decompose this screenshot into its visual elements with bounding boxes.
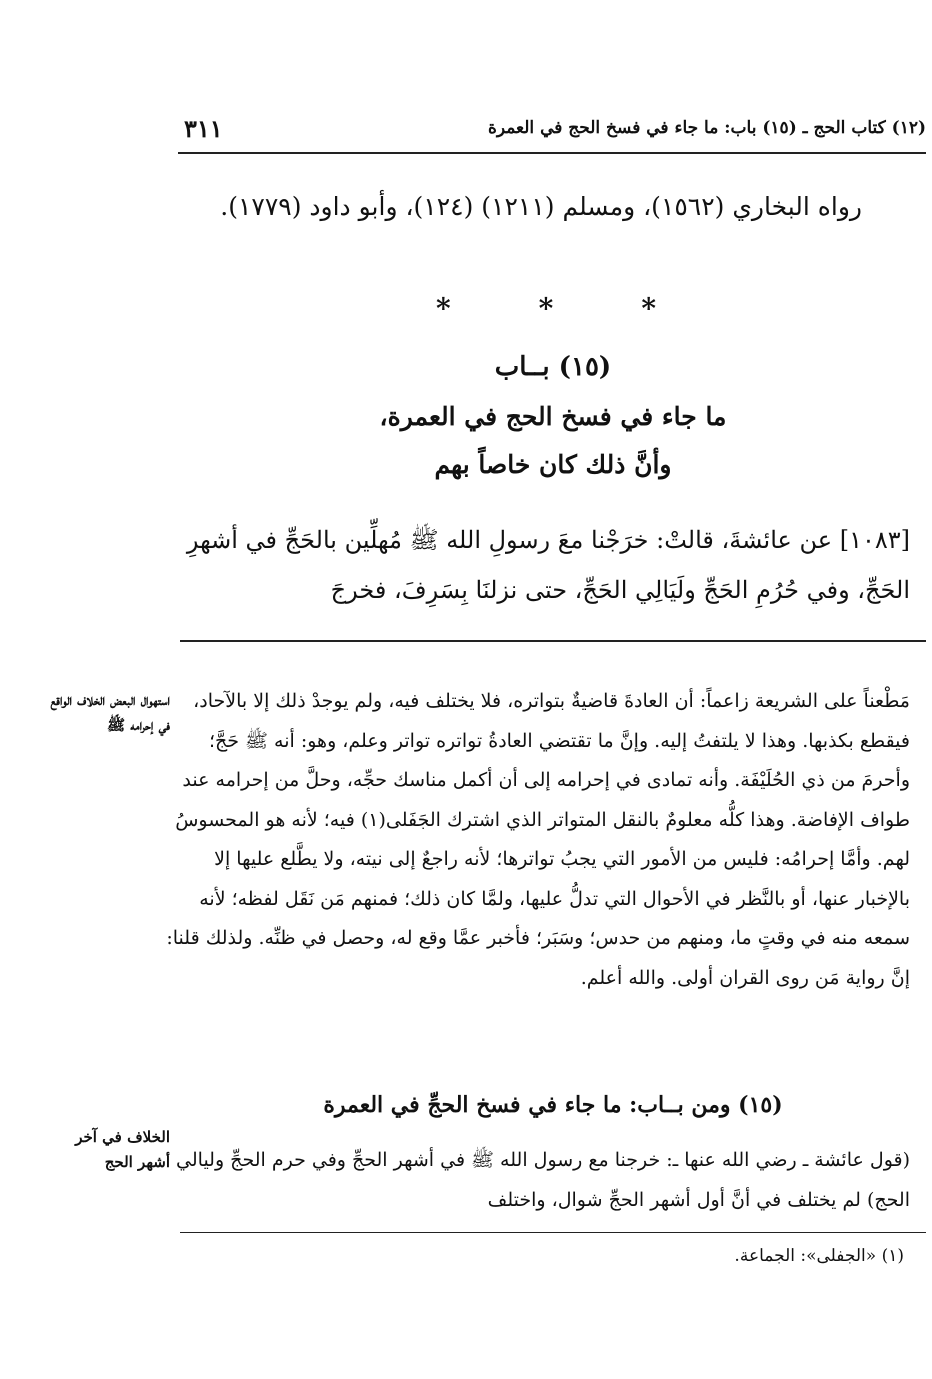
page-header — [178, 112, 926, 154]
commentary-text-2: (قول عائشة ـ رضي الله عنها ـ: خرجنا مع رسول الله ﷺ في أشهر الحجِّ وفي حرم الحجِّ وليالي الحج) لم يختلف في أنَّ أول أشهر الحجِّ شوال، واختلف — [176, 1149, 910, 1211]
commentary-subheading: (١٥) ومن بــاب: ما جاء في فسخ الحجِّ في العمرة — [323, 1092, 783, 1118]
running-title: (١٢) كتاب الحج ـ (١٥) باب: ما جاء في فسخ الحج في العمرة — [487, 118, 926, 138]
intro-paragraph: رواه البخاري (١٥٦٢)، ومسلم (١٢١١) (١٢٤)، وأبو داود (١٧٧٩). — [220, 192, 862, 221]
commentary-text: مَطْعناً على الشريعة زاعماً: أن العادةَ قاضيةٌ بتواتره، فلا يختلف فيه، ولم يوجدْ ذلك إلا بالآحاد، فيقطع بكذبها. وهذا لا يلتفتُ إليه. وإنَّ ما تقتضي العادةُ تواتره تواتر وعلم، وهو: أنه ﷺ حَجَّ؛ وأحرمَ من ذي الحُلَيْفَة. وأنه تمادى في إحرامه إلى أن أكمل مناسك حجِّه، وحلَّ من إحرامه عند طواف الإفاضة. وهذا كلُّه معلومٌ بالنقل المتواتر الذي اشترك الجَفَلى(١) فيه؛ لأنه هو المحسوسُ لهم. وأمَّا إحرامُه: فليس من الأمور التي يجبُ تواترها؛ لأنه راجعٌ إلى نيته، ولا يطَّلع عليها إلا بالإخبار عنها، أو بالنَّظر في الأحوال التي تدلُّ عليها، ولمَّا كان ذلك؛ فمنهم مَن نَقَل لفظه؛ لأنه سمعه منه في وقتٍ ما، ومنهم من حدس؛ وسَبَر؛ فأخبر عمَّا وقع له، وحصل في ظنِّه. ولذلك قلنا: إنَّ رواية مَن روى القران أولى. والله أعلم. — [166, 690, 910, 989]
footnote: (١) «الجفلى»: الجماعة. — [734, 1246, 904, 1266]
hadith-text: [١٠٨٣] عن عائشةَ، قالتْ: خرَجْنا معَ رسولِ الله ﷺ مُهلِّين بالحَجِّ في أشهرِ الحَجِّ، وفي حُرُمِ الحَجِّ ولَيَالِي الحَجِّ، حتى نزلنَا بِسَرِفَ، فخرجَ — [186, 526, 910, 604]
divider — [180, 640, 926, 642]
separator-star: * — [538, 292, 554, 325]
page-number: ٣١١ — [184, 114, 223, 143]
margin-note: استهوال البعض الخلاف الواقع في إحرامه ﷺ — [50, 691, 170, 734]
separator-star: * — [436, 292, 451, 325]
separator-stars — [436, 292, 656, 325]
chapter-title-line2: وأنَّ ذلك كان خاصاً بهم — [434, 450, 672, 479]
chapter-title-line1: ما جاء في فسخ الحج في العمرة، — [379, 402, 727, 431]
margin-note: الخلاف في آخر أشهر الحج — [75, 1128, 170, 1171]
footnote-divider — [180, 1232, 926, 1233]
separator-star: * — [641, 292, 656, 325]
chapter-heading: (١٥) بــاب — [494, 352, 612, 382]
